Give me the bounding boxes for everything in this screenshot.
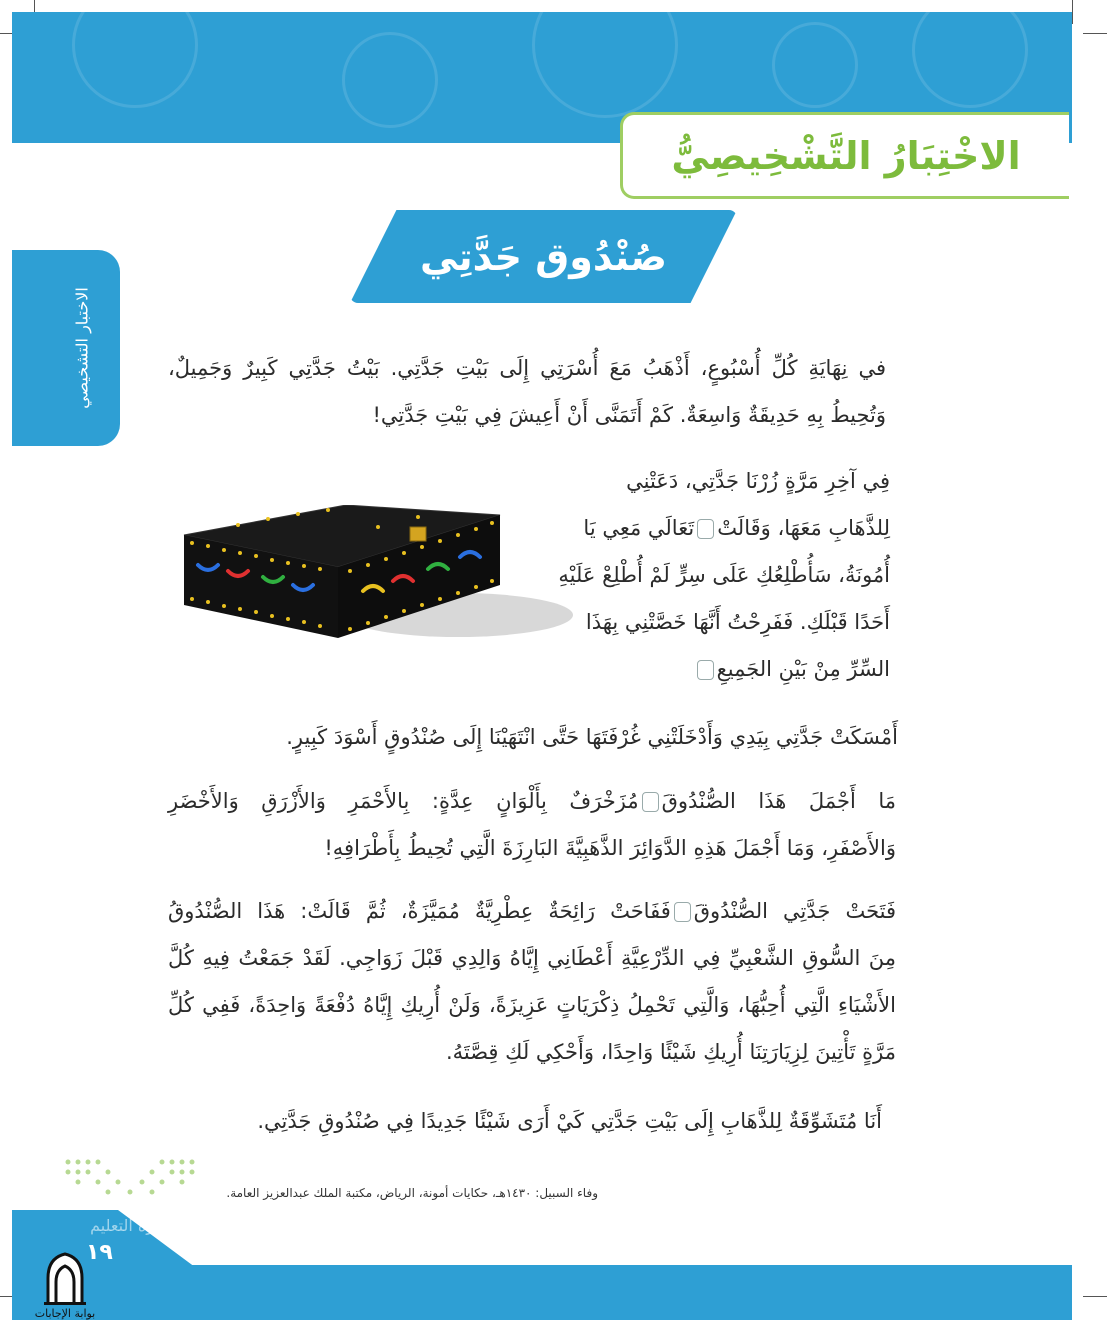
source-citation: وفاء السبيل: ١٤٣٠هـ، حكايات أمونة، الرياض، مكتبة الملك عبدالعزيز العامة.: [226, 1186, 598, 1200]
gateway-logo[interactable]: [30, 1250, 100, 1320]
paragraph-6: [170, 1098, 882, 1145]
text-line: أُمُونَةُ، سَأُطْلِعُكِ عَلَى سِرٍّ لَمْ أُطْلِعْ عَلَيْهِ: [558, 563, 890, 587]
text-line: أَحَدًا قَبْلَكِ. فَفَرِحْتُ أَنَّهَا خَصَّتْنِي بِهَذَا: [585, 610, 890, 634]
punctuation-blank[interactable]: [697, 519, 714, 539]
page-number: ١٩: [86, 1240, 113, 1265]
ministry-text: وزارة التعليم: [90, 1216, 174, 1235]
text-line: مِنَ السُّوقِ الشَّعْبِيِّ فِي الدِّرْعِيَّةِ أَعْطَانِي إِيَّاهُ وَالِدِي قَبْلَ زَوَاجِي. لَقَدْ جَمَعْتُ فِيهِ كُلَّ: [168, 946, 896, 970]
crop-mark: [1072, 0, 1073, 24]
story-title: صُنْدُوق جَدَّتِي: [419, 234, 668, 279]
text-line: أَمْسَكَتْ جَدَّتِي بِيَدِي وَأَدْخَلَتْنِي غُرْفَتَهَا حَتَّى انْتَهَيْنَا إِلَى صُنْدُوقٍ أَسْوَدَ كَبِيرٍ.: [286, 725, 898, 749]
punctuation-blank[interactable]: [697, 660, 714, 680]
crop-mark: [1083, 33, 1107, 34]
story-title-banner: [350, 210, 737, 303]
text-line: لِلذَّهَابِ مَعَهَا، وَقَالَتْتَعَالَي مَعِي يَا: [583, 516, 890, 540]
paragraph-5: [168, 888, 896, 1076]
text-line: وَتُحِيطُ بِهِ حَدِيقَةٌ وَاسِعَةٌ. كَمْ أَتَمَنَّى أَنْ أَعِيشَ فِي بَيْتِ جَدَّتِي!: [372, 403, 886, 427]
side-tab: [12, 250, 120, 446]
text-line: الأَشْيَاءِ الَّتِي أُحِبُّهَا، وَالَّتِي تَحْمِلُ ذِكْرَيَاتٍ عَزِيزَةً، وَلَنْ أُرِيكِ إِيَّاهُ دُفْعَةً وَاحِدَةً، فَفِي كُلِّ: [168, 993, 896, 1017]
text-line: مَرَّةٍ تَأْتِينَ لِزِيَارَتِنَا أُرِيكِ شَيْئًا وَاحِدًا، وَأَحْكِي لَكِ قِصَّتَهُ.: [445, 1040, 896, 1064]
paragraph-3: [198, 714, 898, 761]
section-title: الاخْتِبَارُ التَّشْخِيصِيُّ: [671, 133, 1021, 178]
text-line: فَتَحَتْ جَدَّتِي الصُّنْدُوقَفَفَاحَتْ رَائِحَةٌ عِطْرِيَّةٌ مُمَيَّزَةٌ، ثُمَّ قَالَتْ: هَذَا الصُّنْدُوقُ: [168, 899, 897, 923]
decorated-chest-icon: [178, 505, 576, 645]
text-line: في نِهَايَةِ كُلِّ أُسْبُوعٍ، أَذْهَبُ مَعَ أُسْرَتِي إِلَى بَيْتِ جَدَّتِي. بَيْتُ جَدَّتِي كَبِيرٌ وَجَمِيلٌ،: [168, 356, 886, 380]
punctuation-blank[interactable]: [674, 902, 691, 922]
side-tab-label: الاختبار التشخيصي: [72, 287, 92, 409]
section-title-box: [620, 112, 1069, 199]
text-line: فِي آخِرِ مَرَّةٍ زُرْنَا جَدَّتِي، دَعَتْنِي: [626, 469, 890, 493]
text-line: أَنَا مُتَشَوِّقَةٌ لِلذَّهَابِ إِلَى بَيْتِ جَدَّتِي كَيْ أَرَى شَيْئًا جَدِيدًا فِي صُنْدُوقِ جَدَّتِي.: [257, 1109, 882, 1133]
paragraph-2: [558, 458, 890, 693]
paragraph-4: [168, 778, 896, 872]
crop-mark: [1083, 1296, 1107, 1297]
mosque-arch-icon: [30, 1250, 100, 1306]
paragraph-1: [168, 345, 886, 439]
gateway-text: بوابة الإجابات: [34, 1307, 96, 1320]
punctuation-blank[interactable]: [642, 792, 659, 812]
ministry-logo: [62, 1156, 202, 1251]
text-line: وَالأَصْفَرِ، وَمَا أَجْمَلَ هَذِهِ الدَّوَائِرَ الذَّهَبِيَّةَ البَارِزَةَ الَّتِي تُحِيطُ بِأَطْرَافِهِ!: [324, 836, 896, 860]
text-line: السِّرِّ مِنْ بَيْنِ الجَمِيعِ: [590, 646, 890, 693]
text-line: مَا أَجْمَلَ هَذَا الصُّنْدُوقَمُزَخْرَفٌ بِأَلْوَانٍ عِدَّةٍ: بِالأَحْمَرِ وَالأَزْرَقِ وَالأَخْضَرِ: [168, 789, 897, 813]
